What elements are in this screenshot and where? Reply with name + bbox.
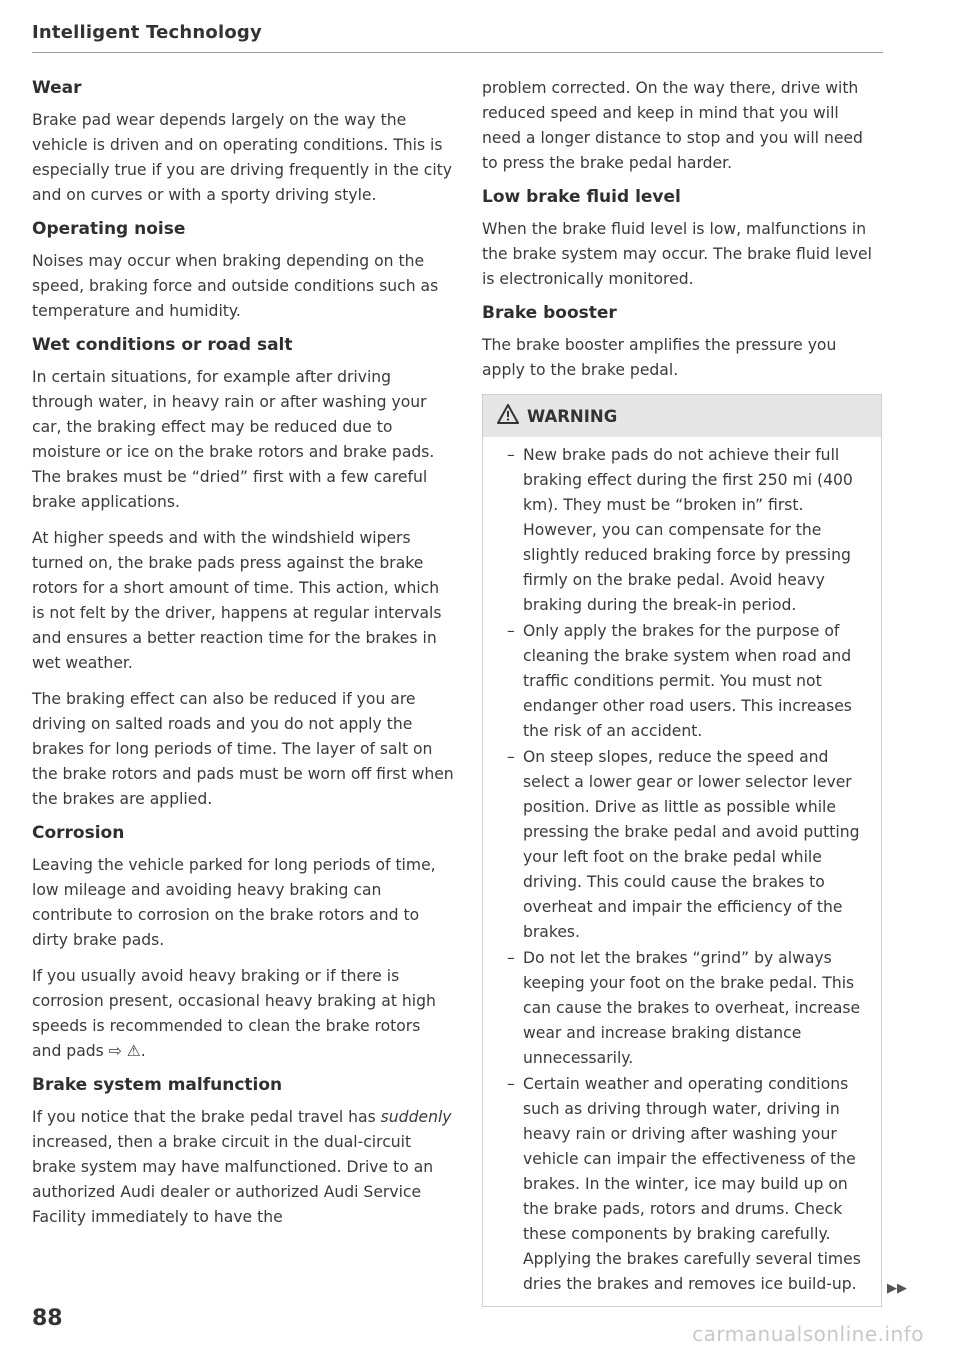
warning-triangle-icon [497, 404, 519, 428]
paragraph-low-fluid: When the brake fluid level is low, malfunctions in the brake system may occur. The brake fluid level is electronically monitored. [482, 220, 872, 288]
warning-item: – New brake pads do not achieve their full braking effect during the first 250 mi (400 km). They must be “broken in” first. However, you can compensate for the slightly reduced braking force by pressing firmly on the brake pedal. Avoid heavy braking during the break-in period. [497, 443, 867, 618]
warning-item: – Certain weather and operating conditions such as driving through water, driving in heavy rain or driving after washing your vehicle can impair the effectiveness of the brakes. In the winter, ice may build up on the brake pads, rotors and drums. Check these components by braking carefully. Applying the brakes carefully several times dries the brakes and removes ice build-up. [497, 1072, 867, 1297]
section-header: Intelligent Technology [32, 22, 262, 43]
left-column [32, 70, 454, 1241]
paragraph-corrosion-2: If you usually avoid heavy braking or if there is corrosion present, occasional heavy braking at high speeds is recommended to clean the brake rotors and pads ⇨ ⚠. [32, 967, 436, 1060]
heading-low-fluid: Low brake fluid level [482, 187, 681, 207]
heading-brake-malfunction: Brake system malfunction [32, 1075, 283, 1095]
paragraph-wear: Brake pad wear depends largely on the way the vehicle is driven and on operating conditions. This is especially true if you are driving frequently in the city and on curves or with a sporty driving style. [32, 111, 452, 204]
warning-box [482, 394, 907, 1307]
paragraph-wet-2: At higher speeds and with the windshield wipers turned on, the brake pads press against the brake rotors for a short amount of time. This action, which is not felt by the driver, happens at regular intervals and ensures a better reaction time for the brakes in wet weather. [32, 529, 442, 672]
heading-wet-conditions: Wet conditions or road salt [32, 335, 293, 355]
paragraph-wet-1: In certain situations, for example after driving through water, in heavy rain or after washing your car, the braking effect may be reduced due to moisture or ice on the brake rotors and brake pads. The brakes must be “dried” first with a few careful brake applications. [32, 368, 435, 511]
paragraph-corrosion-1: Leaving the vehicle parked for long periods of time, low mileage and avoiding heavy braking can contribute to corrosion on the brake rotors and to dirty brake pads. [32, 856, 436, 949]
malfunction-text-post: increased, then a brake circuit in the dual-circuit brake system may have malfunctioned. Drive to an authorized Audi dealer or authorized Audi Service Facility immediately to have the [32, 1133, 434, 1226]
warning-item: – On steep slopes, reduce the speed and select a lower gear or lower selector lever position. Drive as little as possible while pressing the brake pedal and avoid putting your left foot on the brake pedal while driving. This could cause the brakes to overheat and impair the efficiency of the brakes. [497, 745, 867, 945]
header-divider [32, 52, 883, 53]
paragraph-continued: problem corrected. On the way there, drive with reduced speed and keep in mind that you will need a longer distance to stop and you will need to press the brake pedal harder. [482, 79, 863, 172]
continue-arrow-icon: ▶▶ [887, 1281, 907, 1296]
paragraph-wet-3: The braking effect can also be reduced if you are driving on salted roads and you do not apply the brakes for long periods of time. The layer of salt on the brake rotors and pads must be worn off first when the brakes are applied. [32, 690, 454, 808]
heading-brake-booster: Brake booster [482, 303, 617, 323]
heading-corrosion: Corrosion [32, 823, 125, 843]
malfunction-text-pre: If you notice that the brake pedal travel has [32, 1108, 381, 1126]
watermark: carmanualsonline.info [692, 1322, 924, 1346]
warning-title: WARNING [527, 406, 618, 426]
warning-body [483, 437, 881, 1306]
warning-header [483, 395, 881, 437]
warning-list [497, 443, 867, 1297]
paragraph-brake-malfunction [32, 1105, 454, 1230]
warning-item: – Do not let the brakes “grind” by always keeping your foot on the brake pedal. This can cause the brakes to overheat, increase wear and increase braking distance unnecessarily. [497, 946, 867, 1071]
malfunction-text-emphasis: suddenly [380, 1108, 452, 1126]
page-number: 88 [32, 1306, 63, 1331]
heading-wear: Wear [32, 78, 82, 98]
paragraph-brake-booster: The brake booster amplifies the pressure you apply to the brake pedal. [482, 336, 837, 379]
heading-operating-noise: Operating noise [32, 219, 186, 239]
right-column [482, 70, 907, 1307]
paragraph-operating-noise: Noises may occur when braking depending on the speed, braking force and outside conditions such as temperature and humidity. [32, 252, 439, 320]
warning-item: – Only apply the brakes for the purpose of cleaning the brake system when road and traffic conditions permit. You must not endanger other road users. This increases the risk of an accident. [497, 619, 867, 744]
